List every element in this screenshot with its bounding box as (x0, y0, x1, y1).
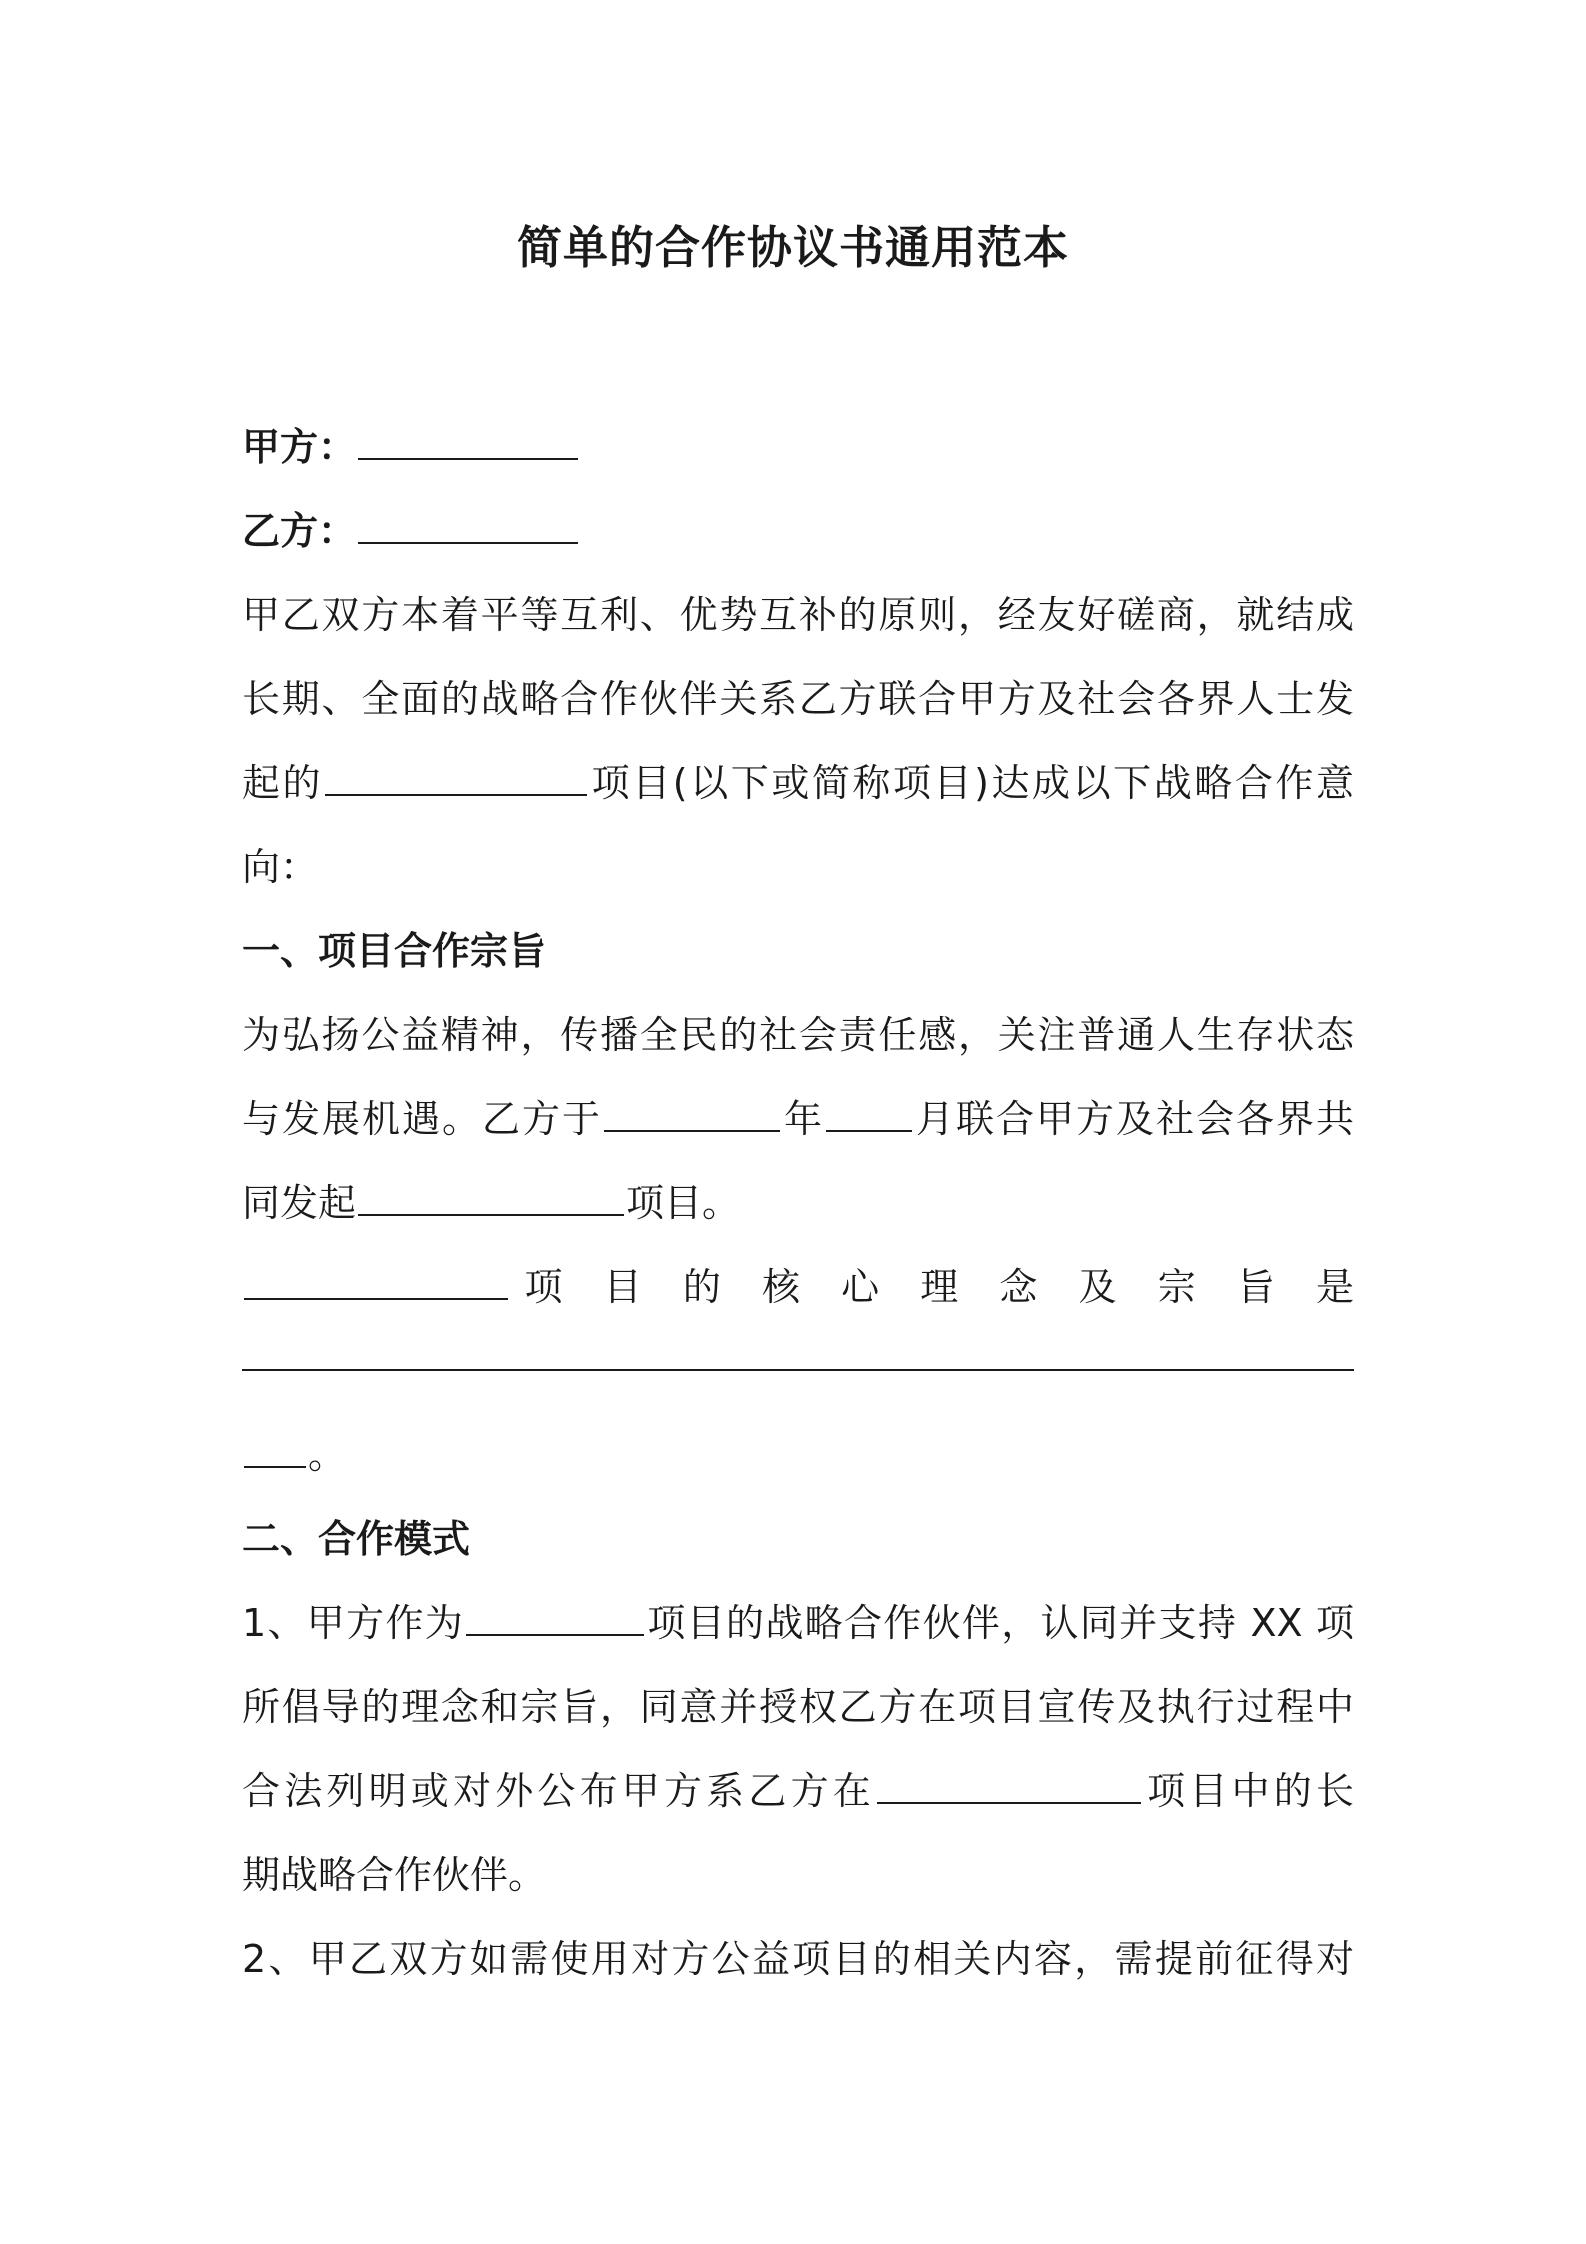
section-1-line-3 (242, 1161, 1354, 1245)
section-1-line-4 (242, 1245, 1354, 1329)
document-body (242, 405, 1354, 2001)
section-1-line-6 (242, 1413, 1354, 1497)
section-2-item-1-line-1-text-b: 项目的战略合作伙伴，认同并支持 XX 项 (646, 1601, 1354, 1645)
intro-line-2: 长期、全面的战略合作伙伴关系乙方联合甲方及社会各界人士发 (242, 677, 1354, 721)
section-1-heading: 一、项目合作宗旨 (242, 929, 547, 973)
section-1-line-3-text-b: 项目。 (626, 1181, 741, 1225)
section-1-line-1: 为弘扬公益精神，传播全民的社会责任感，关注普通人生存状态 (242, 1013, 1354, 1057)
section-1-line-6-end: 。 (308, 1433, 347, 1477)
project-name-blank-2 (358, 1178, 624, 1216)
section-1-line-2-text-c: 月联合甲方及社会各界共 (913, 1097, 1354, 1141)
intro-line-3-text-b: 项目(以下或简称项目)达成以下战略合作意 (589, 761, 1354, 805)
intro-line-3 (242, 741, 1354, 825)
project-name-blank-4 (466, 1598, 644, 1636)
intro-line-3-text-a: 起的 (242, 761, 324, 805)
section-2-heading: 二、合作模式 (242, 1517, 471, 1561)
section-1-line-2-text-a: 与发展机遇。乙方于 (242, 1097, 602, 1141)
month-blank (826, 1094, 912, 1132)
purpose-blank-long (242, 1329, 1354, 1371)
section-1-line-2 (242, 1077, 1354, 1161)
intro-line-4: 向： (242, 845, 319, 889)
section-2-item-1-line-3-text-a: 合法列明或对外公布甲方系乙方在 (242, 1769, 875, 1813)
section-1-line-4-text: 项 目 的 核 心 理 念 及 宗 旨 是 (510, 1265, 1354, 1309)
party-b-blank (358, 506, 578, 544)
section-2-item-1-line-2: 所倡导的理念和宗旨，同意并授权乙方在项目宣传及执行过程中 (242, 1685, 1354, 1729)
project-name-blank-5 (877, 1766, 1141, 1804)
party-b-label: 乙方： (242, 509, 357, 553)
party-b-line (242, 489, 1354, 573)
section-2-item-1-line-1 (242, 1581, 1354, 1665)
document-title: 简单的合作协议书通用范本 (516, 221, 1069, 274)
party-a-label: 甲方： (242, 425, 357, 469)
section-2-item-1-line-3-text-b: 项目中的长 (1142, 1769, 1354, 1813)
section-1-line-5 (242, 1329, 1354, 1413)
project-name-blank-3 (244, 1262, 508, 1300)
intro-line-1: 甲乙双方本着平等互利、优势互补的原则，经友好磋商，就结成 (242, 593, 1354, 637)
year-blank (604, 1094, 780, 1132)
section-1-line-3-text-a: 同发起 (242, 1181, 357, 1225)
party-a-line (242, 405, 1354, 489)
section-2-item-2-line-1: 2、甲乙双方如需使用对方公益项目的相关内容，需提前征得对 (242, 1937, 1354, 1981)
section-2-item-1-line-1-text-a: 1、甲方作为 (242, 1601, 465, 1645)
section-1-line-2-text-b: 年 (781, 1097, 824, 1141)
party-a-blank (358, 422, 578, 460)
section-2-item-1-line-4: 期战略合作伙伴。 (242, 1853, 547, 1897)
project-name-blank (325, 758, 587, 796)
section-2-item-1-line-3 (242, 1749, 1354, 1833)
purpose-blank-short (244, 1430, 306, 1468)
